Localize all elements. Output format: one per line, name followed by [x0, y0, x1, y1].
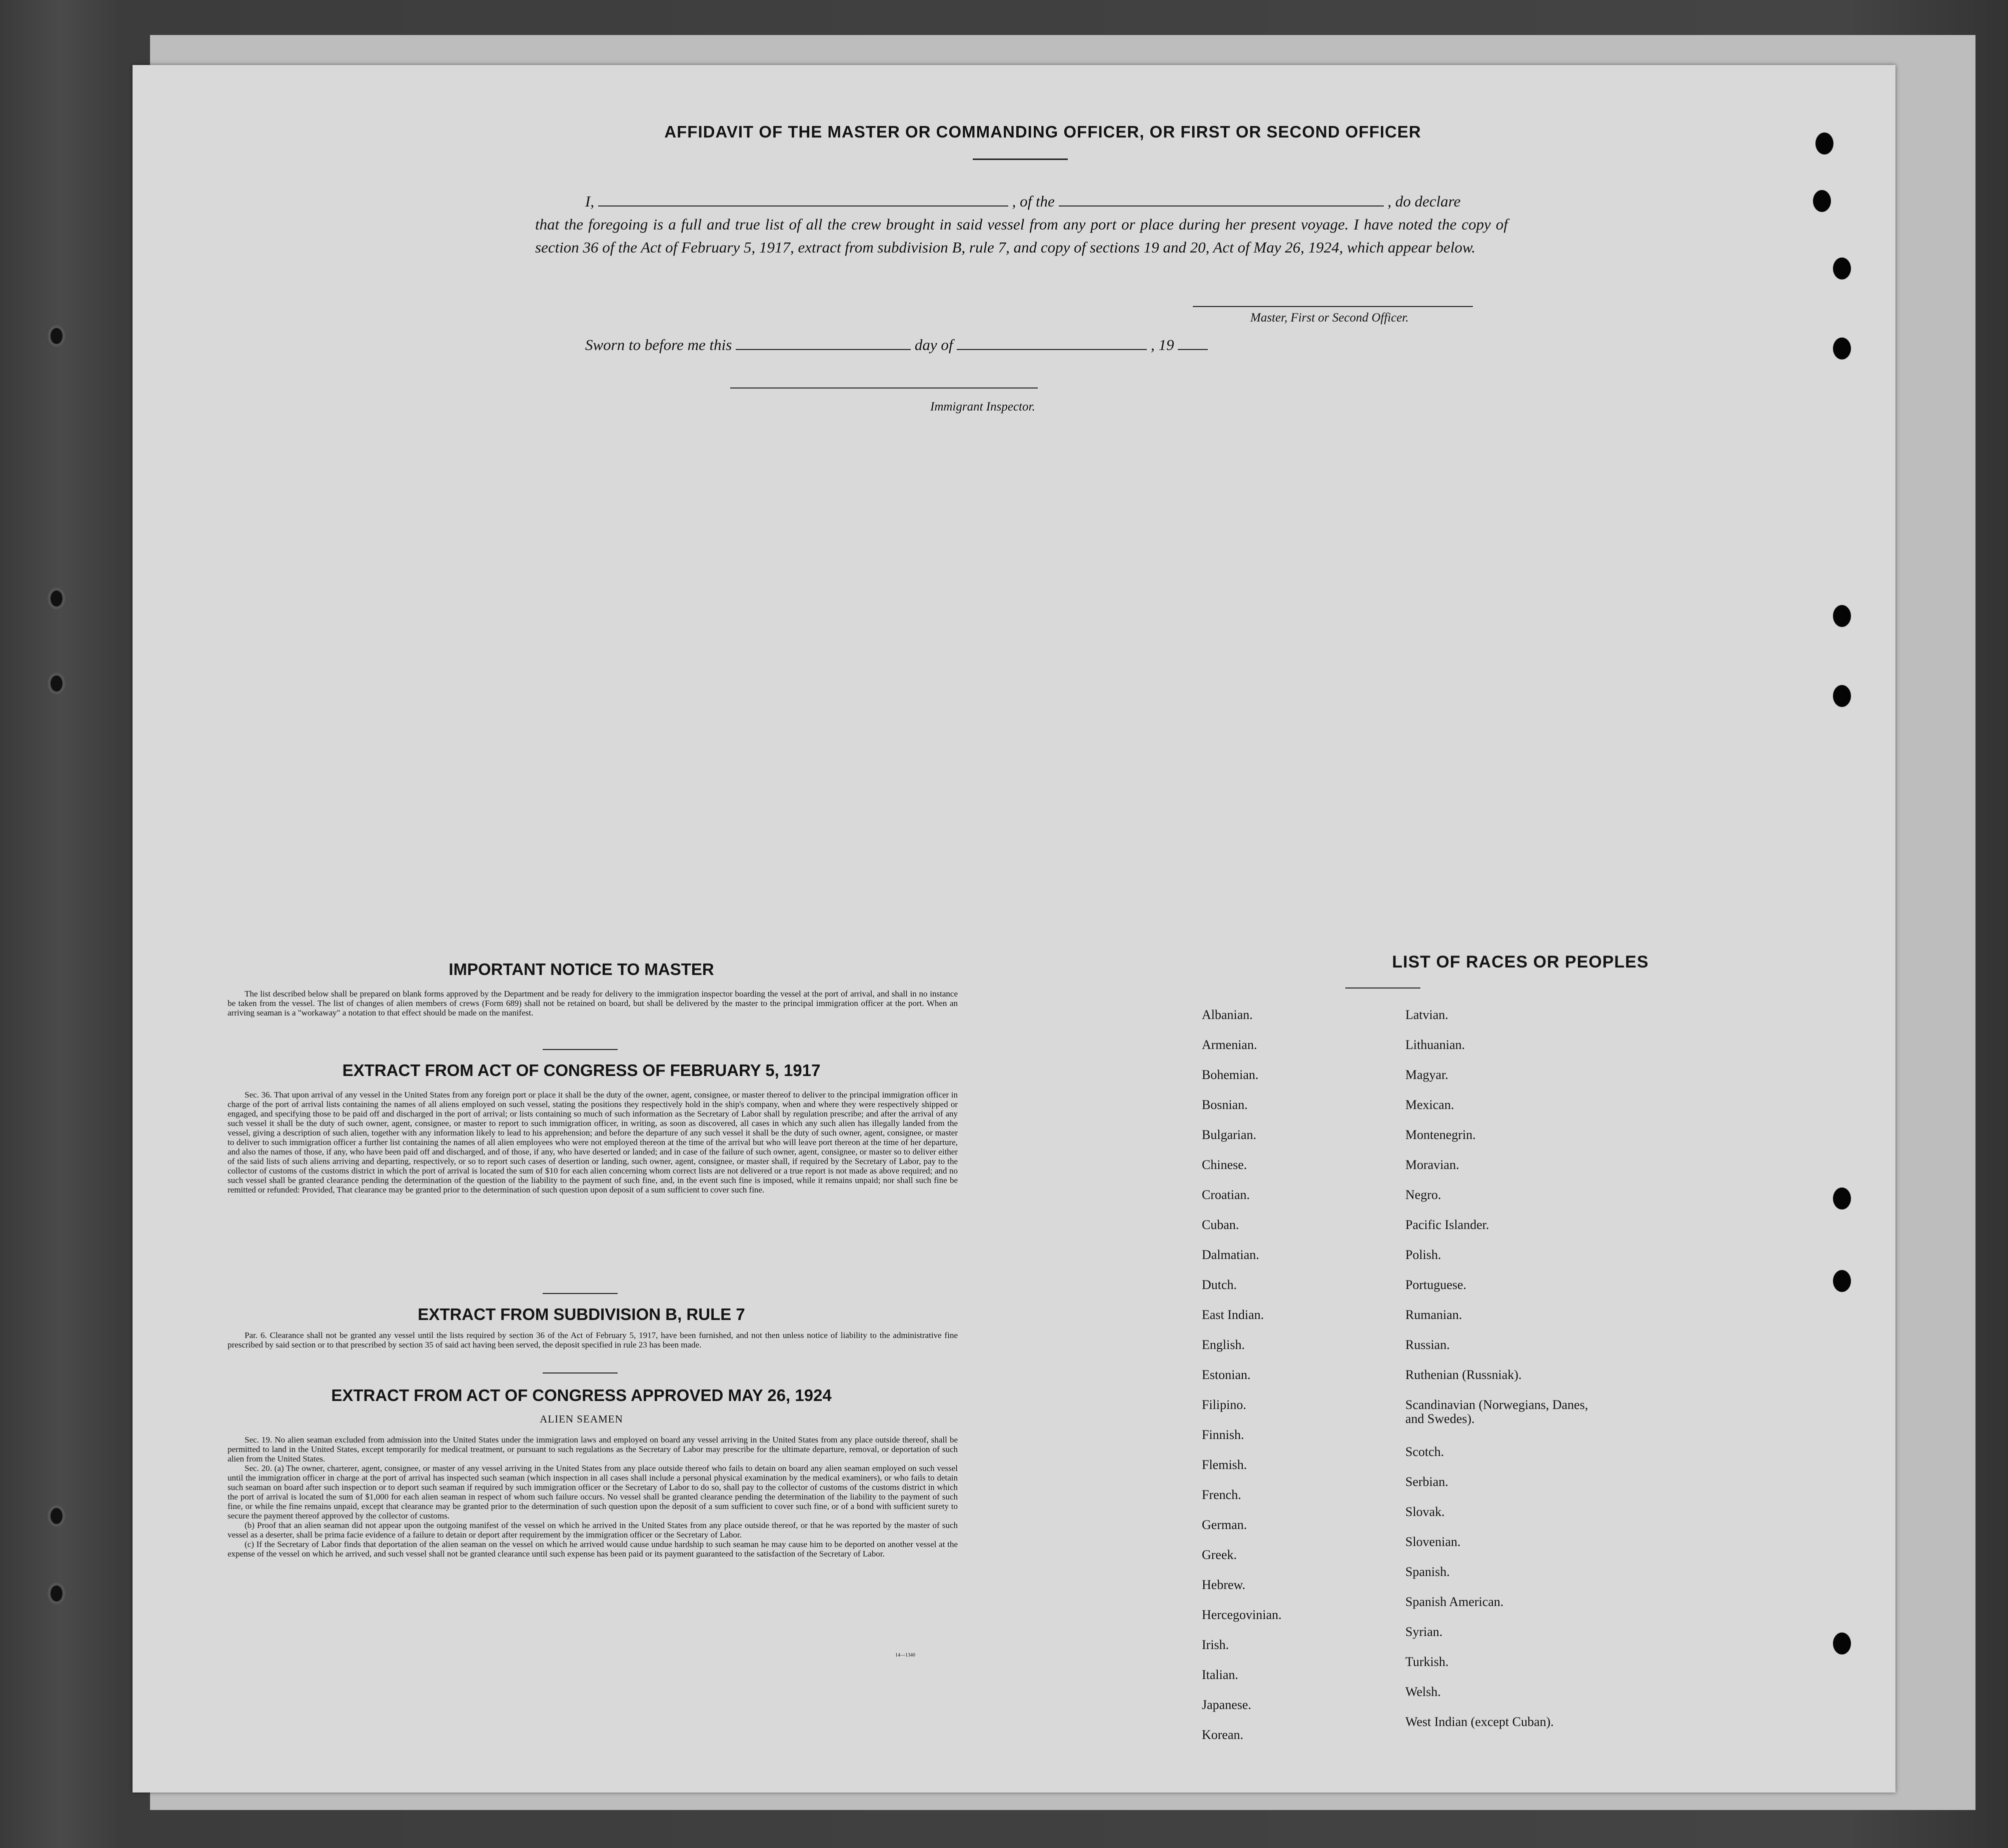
race-item: Hercegovinian.	[1202, 1608, 1282, 1622]
race-item: Bosnian.	[1202, 1098, 1248, 1112]
race-item: East Indian.	[1202, 1308, 1264, 1322]
punch-hole	[48, 588, 66, 610]
sworn-line	[585, 336, 1285, 354]
race-item: Mexican.	[1405, 1098, 1454, 1112]
section-20c-paragraph: (c) If the Secretary of Labor finds that deportation of the alien seaman on the vessel on which he arrived would cause undue hardship to such seaman he may cause him to be deported on another vessel at the expense of the vessel on which he arrived, and such vessel shall not be granted clearance until such expense has been paid or its payment guaranteed to the satisfaction of the Secretary of Labor.	[228, 1540, 958, 1558]
race-item: Korean.	[1202, 1728, 1244, 1742]
extract-rule7-title: EXTRACT FROM SUBDIVISION B, RULE 7	[418, 1305, 745, 1324]
race-item: Hebrew.	[1202, 1578, 1246, 1592]
race-item: Welsh.	[1405, 1684, 1441, 1699]
section-36-paragraph: Sec. 36. That upon arrival of any vessel in the United States from any foreign port or place it shall be the duty of the owner, agent, consignee, or master thereof to deliver to the principal immigration officer in charge of the port of arrival lists containing the names of all aliens employed on such vessel, stating the positions they respectively hold in the ship's company, when and where they were respectively shipped or engaged, and specifying those to be paid off and discharged in the port of arrival; or lists containing so much of such information as the Secretary of Labor shall by regulation prescribe; and after the arrival of any such vessel it shall be the duty of such owner, agent, consignee, or master to report to such immigration officer, in writing, as soon as discovered, all cases in which any such alien has illegally landed from the vessel, giving a description of such alien, together with any information likely to lead to his apprehension; and before the departure of any such vessel it shall be the duty of such owner, agent, consignee, or master to deliver to such immigration officer a further list containing the names of all alien employees who were not employed thereon at the time of the arrival but who will leave port thereon at the time of her departure, and also the names of those, if any, who have been paid off and discharged, and of those, if any, who have deserted or landed; and in case of the failure of such owner, agent, consignee, or master so to deliver either of the said lists of such aliens arriving and departing, respectively, or so to report such cases of desertion or landing, such owner, agent, consignee, or master shall, if required by the Secretary of Labor, pay to the collector of customs of the customs district in which the port of arrival is located the sum of $10 for each alien concerning whom correct lists are not delivered or a true report is not made as above required; and no such vessel shall be granted clearance pending the determination of the question of the liability to the payment of such fine, and, in the event such fine is imposed, while it remains unpaid; nor shall such fine be remitted or refunded: Provided, That clearance may be granted prior to the determination of such question upon deposit of a sum sufficient to cover such fine.	[228, 1090, 958, 1194]
sworn-day-of: day of	[914, 336, 953, 354]
race-item: Chinese.	[1202, 1158, 1247, 1172]
race-item: German.	[1202, 1518, 1247, 1532]
race-item: Cuban.	[1202, 1218, 1239, 1232]
race-item: Serbian.	[1405, 1474, 1448, 1489]
notice-text	[228, 989, 958, 1018]
races-title: LIST OF RACES OR PEOPLES	[1392, 952, 1649, 972]
race-item: Slovenian.	[1405, 1534, 1461, 1549]
race-item: Negro.	[1405, 1188, 1441, 1202]
race-item: Syrian.	[1405, 1624, 1443, 1639]
race-item: French.	[1202, 1488, 1241, 1502]
race-item: Japanese.	[1202, 1698, 1251, 1712]
section-19-paragraph: Sec. 19. No alien seaman excluded from admission into the United States under the immigration laws and employed on board any vessel arriving in the United States from any place outside thereof, shall be permitted to land in the United States, except temporarily for medical treatment, or pursuant to such regulations as the Secretary of Labor may prescribe for the ultimate departure, removal, or deportation of such alien from the United States.	[228, 1435, 958, 1464]
extract-1924-text	[228, 1435, 958, 1558]
extract-1924-title: EXTRACT FROM ACT OF CONGRESS APPROVED MAY 26, 1924	[331, 1386, 832, 1404]
race-item: Italian.	[1202, 1668, 1238, 1682]
declaration-first-line	[535, 190, 1508, 213]
race-item: Russian.	[1405, 1338, 1450, 1352]
affidavit-title: AFFIDAVIT OF THE MASTER OR COMMANDING OFFICER, OR FIRST OR SECOND OFFICER	[664, 122, 1421, 141]
section-rule	[543, 1049, 618, 1050]
punch-hole	[1833, 258, 1851, 280]
race-item: Bohemian.	[1202, 1068, 1259, 1082]
race-item: Rumanian.	[1405, 1308, 1462, 1322]
punch-hole	[48, 1505, 66, 1527]
declaration-text: that the foregoing is a full and true list of all the crew brought in said vessel from any port or place during her present voyage. I have noted the copy of section 36 of the Act of February 5, 1917, extract from subdivision B, rule 7, and copy of sections 19 and 20, Act of May 26, 1924, which appear below.	[535, 216, 1508, 256]
extract-rule7-text	[228, 1330, 958, 1350]
race-item: West Indian (except Cuban).	[1405, 1714, 1554, 1729]
race-item: Scandinavian (Norwegians, Danes, and Swedes).	[1405, 1398, 1588, 1426]
paragraph-6: Par. 6. Clearance shall not be granted any vessel until the lists required by section 36 of the Act of February 5, 1917, have been furnished, and not then unless notice of liability to the administrative fine prescribed by said section or to that prescribed by section 35 of said act having been served, the deposit specified in rule 23 has been made.	[228, 1330, 958, 1350]
declaration-word-i: I,	[585, 192, 595, 210]
race-item: Magyar.	[1405, 1068, 1448, 1082]
race-item: English.	[1202, 1338, 1245, 1352]
race-item: Moravian.	[1405, 1158, 1459, 1172]
master-signature-line[interactable]	[1193, 306, 1473, 307]
race-item: Greek.	[1202, 1548, 1237, 1562]
section-rule	[543, 1293, 618, 1294]
sworn-day-field[interactable]	[736, 337, 911, 350]
extract-1917-text	[228, 1090, 958, 1194]
extract-1917-title: EXTRACT FROM ACT OF CONGRESS OF FEBRUARY 5, 1917	[342, 1061, 821, 1080]
race-item: Ruthenian (Russniak).	[1405, 1368, 1522, 1382]
sworn-month-field[interactable]	[957, 337, 1147, 350]
race-item: Polish.	[1405, 1248, 1441, 1262]
alien-seamen-subtitle: ALIEN SEAMEN	[540, 1413, 623, 1425]
race-item: Montenegrin.	[1405, 1128, 1476, 1142]
notice-title: IMPORTANT NOTICE TO MASTER	[449, 960, 714, 978]
punch-hole	[1833, 605, 1851, 627]
race-item: Lithuanian.	[1405, 1038, 1465, 1052]
race-item: Flemish.	[1202, 1458, 1247, 1472]
race-item: Albanian.	[1202, 1008, 1253, 1022]
form-number: 14—1340	[895, 1652, 915, 1658]
section-rule	[543, 1372, 618, 1374]
race-item: Turkish.	[1405, 1654, 1449, 1669]
punch-hole	[48, 325, 66, 347]
punch-hole	[1833, 685, 1851, 707]
races-column-2	[1405, 1008, 1655, 1745]
race-item: Scotch.	[1405, 1444, 1444, 1459]
punch-hole	[1815, 132, 1833, 154]
race-item: Dalmatian.	[1202, 1248, 1259, 1262]
race-item: Slovak.	[1405, 1504, 1445, 1519]
race-item: Latvian.	[1405, 1008, 1448, 1022]
race-item: Estonian.	[1202, 1368, 1251, 1382]
race-item: Spanish American.	[1405, 1594, 1504, 1609]
notice-paragraph: The list described below shall be prepared on blank forms approved by the Department and be ready for delivery to the immigration inspector boarding the vessel at the port of arrival, and shall in no instance be taken from the vessel. The list of changes of alien members of crews (Form 689) shall not be retained on board, but shall be delivered by the master to the principal immigration officer at the port. When an arriving seaman is a "workaway" a notation to that effect should be made on the manifest.	[228, 989, 958, 1018]
race-item: Portuguese.	[1405, 1278, 1467, 1292]
vessel-name-field[interactable]	[1059, 194, 1384, 206]
affidavit-declaration	[535, 190, 1508, 259]
declaration-word-of-the: , of the	[1012, 192, 1055, 210]
declaration-word-declare: , do declare	[1387, 192, 1461, 210]
race-item: Irish.	[1202, 1638, 1229, 1652]
punch-hole	[1833, 338, 1851, 360]
officer-name-field[interactable]	[598, 194, 1008, 206]
race-item: Croatian.	[1202, 1188, 1250, 1202]
race-item: Bulgarian.	[1202, 1128, 1257, 1142]
punch-hole	[1833, 1270, 1851, 1292]
section-20b-paragraph: (b) Proof that an alien seaman did not appear upon the outgoing manifest of the vessel on which he arrived in the United States from any place outside thereof, or that he was reported by the master of such vessel as a deserter, shall be prima facie evidence of a failure to detain or deport after requirement by the immigration officer or the Secretary of Labor.	[228, 1520, 958, 1540]
race-item: Filipino.	[1202, 1398, 1246, 1412]
race-item: Finnish.	[1202, 1428, 1244, 1442]
punch-hole	[1813, 190, 1831, 212]
sworn-year-field[interactable]	[1178, 337, 1208, 350]
race-item: Pacific Islander.	[1405, 1218, 1489, 1232]
race-item: Spanish.	[1405, 1564, 1450, 1579]
title-underline	[973, 158, 1068, 160]
inspector-signature-caption: Immigrant Inspector.	[930, 400, 1035, 414]
punch-hole	[1833, 1188, 1851, 1210]
punch-hole	[48, 1582, 66, 1604]
master-signature-caption: Master, First or Second Officer.	[1250, 311, 1409, 324]
race-item: Dutch.	[1202, 1278, 1237, 1292]
sworn-year-prefix: , 19	[1150, 336, 1174, 354]
sworn-text: Sworn to before me this	[585, 336, 732, 354]
punch-hole	[1833, 1632, 1851, 1654]
section-20a-paragraph: Sec. 20. (a) The owner, charterer, agent, consignee, or master of any vessel arriving in the United States from any place outside thereof who fails to detain on board any alien seaman employed on such vessel until the immigration officer in charge at the port of arrival has inspected such seaman (which inspection in all cases shall include a personal physical examination by the medical examiners), or who fails to detain such seaman on board after such inspection or to deport such seaman if required by such immigration officer or the Secretary of Labor to do so, shall pay to the collector of customs of the customs district in which the port of arrival is located the sum of $1,000 for each alien seaman in respect of whom such failure occurs. No vessel shall be granted clearance pending the determination of the liability to the payment of such fine, or while the fine remains unpaid, except that clearance may be granted prior to the determination of such question upon the deposit of a sum sufficient to cover such fine, or of a bond with sufficient surety to secure the payment thereof approved by the collector of customs.	[228, 1464, 958, 1520]
punch-hole	[48, 672, 66, 694]
race-item: Armenian.	[1202, 1038, 1257, 1052]
